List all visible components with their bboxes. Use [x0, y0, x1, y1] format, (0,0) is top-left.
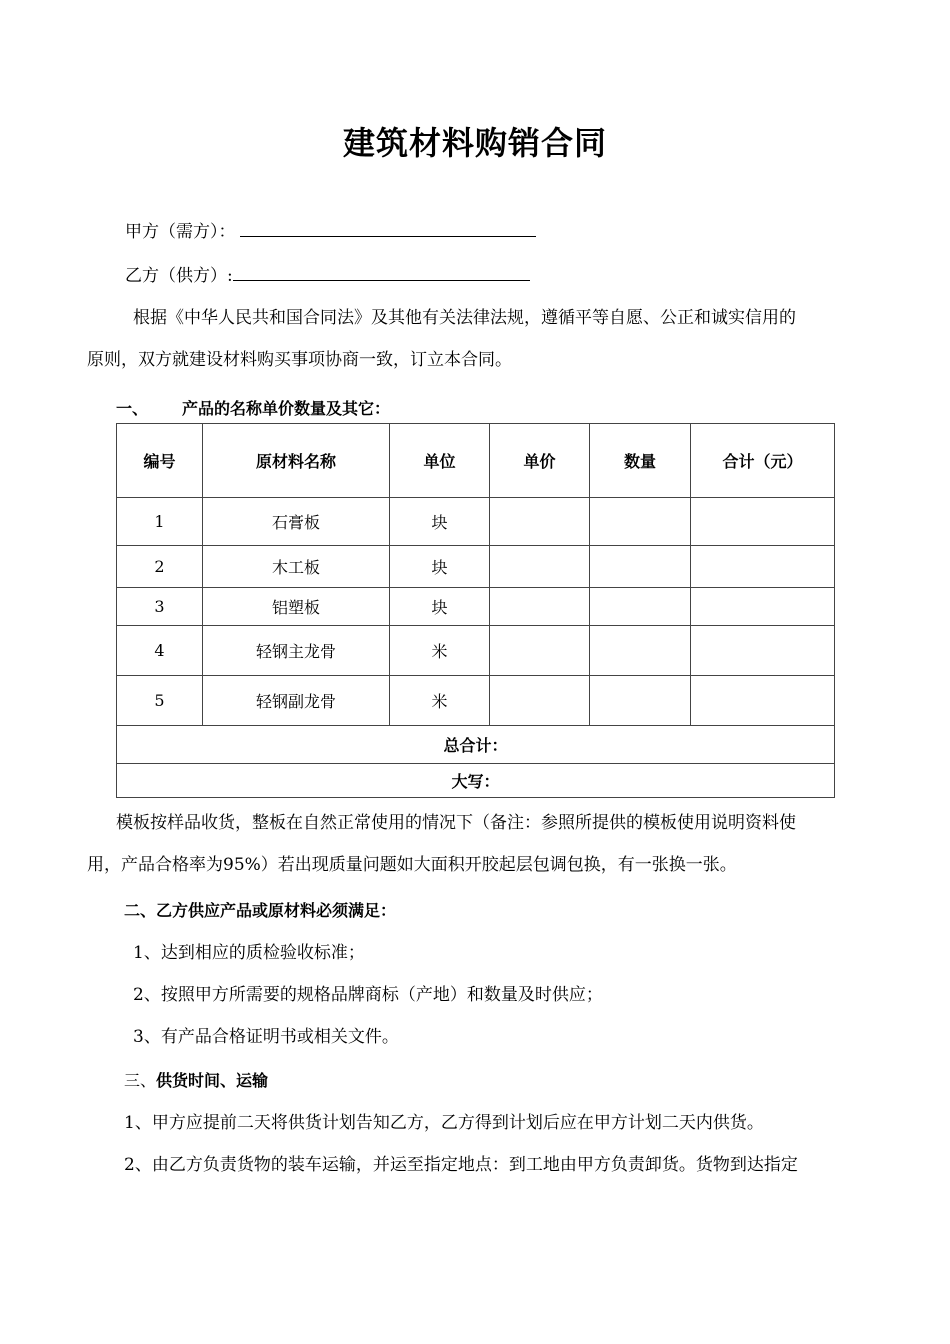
section-2-item-2: 2、按照甲方所需要的规格品牌商标（产地）和数量及时供应；: [133, 985, 603, 1005]
cell-unit: 米: [390, 626, 490, 676]
document-title: 建筑材料购销合同: [342, 124, 607, 162]
cell-number: 5: [117, 676, 203, 726]
header-unit: 单位: [390, 424, 490, 498]
table-row: [117, 546, 835, 588]
table-header-row: [117, 424, 835, 498]
section-2-item-1: 1、达到相应的质检验收标准；: [133, 943, 365, 963]
cell-number: 1: [117, 498, 203, 546]
section-3-heading: [124, 1068, 268, 1091]
intro-line-1: 根据《中华人民共和国合同法》及其他有关法律法规，遵循平等自愿、公正和诚实信用的: [133, 308, 796, 328]
cell-unit-price[interactable]: [490, 498, 590, 546]
cell-material-name: 木工板: [203, 546, 390, 588]
header-material-name: 原材料名称: [203, 424, 390, 498]
section-1-heading: [116, 396, 390, 419]
cell-unit-price[interactable]: [490, 546, 590, 588]
section-2-item-3: 3、有产品合格证明书或相关文件。: [133, 1027, 399, 1047]
uppercase-total-row: [117, 764, 835, 798]
cell-material-name: 轻钢主龙骨: [203, 626, 390, 676]
cell-unit: 块: [390, 498, 490, 546]
cell-quantity[interactable]: [590, 546, 691, 588]
cell-quantity[interactable]: [590, 498, 691, 546]
cell-unit-price[interactable]: [490, 676, 590, 726]
intro-line-2: 原则，双方就建设材料购买事项协商一致，订立本合同。: [87, 350, 512, 370]
uppercase-total-label: 大写：: [117, 764, 835, 798]
header-quantity: 数量: [590, 424, 691, 498]
table-row: [117, 626, 835, 676]
table-row: [117, 588, 835, 626]
cell-quantity[interactable]: [590, 626, 691, 676]
grand-total-row: [117, 726, 835, 764]
cell-unit-price[interactable]: [490, 588, 590, 626]
cell-total[interactable]: [691, 626, 835, 676]
party-a-line: [125, 218, 536, 245]
header-total: 合计（元）: [691, 424, 835, 498]
cell-unit: 块: [390, 546, 490, 588]
party-b-line: [125, 262, 530, 289]
cell-unit: 块: [390, 588, 490, 626]
note-line-2: 用，产品合格率为95%）若出现质量问题如大面积开胶起层包调包换，有一张换一张。: [87, 855, 737, 875]
section-1-title: 产品的名称单价数量及其它：: [182, 399, 391, 418]
section-3-item-2: 2、由乙方负责货物的装车运输，并运至指定地点：到工地由甲方负责卸货。货物到达指定: [124, 1155, 798, 1175]
cell-unit: 米: [390, 676, 490, 726]
grand-total-label: 总合计：: [117, 726, 835, 764]
party-b-label: 乙方（供方）:: [125, 266, 233, 286]
cell-total[interactable]: [691, 676, 835, 726]
section-3-title: 供货时间、运输: [156, 1071, 269, 1090]
cell-quantity[interactable]: [590, 588, 691, 626]
cell-unit-price[interactable]: [490, 626, 590, 676]
table-row: [117, 498, 835, 546]
party-a-field[interactable]: [240, 218, 536, 237]
cell-total[interactable]: [691, 588, 835, 626]
cell-number: 2: [117, 546, 203, 588]
cell-number: 4: [117, 626, 203, 676]
cell-material-name: 铝塑板: [203, 588, 390, 626]
section-2-heading: 二、乙方供应产品或原材料必须满足：: [124, 901, 397, 920]
cell-material-name: 石膏板: [203, 498, 390, 546]
section-3-item-1: 1、甲方应提前二天将供货计划告知乙方，乙方得到计划后应在甲方计划二天内供货。: [124, 1113, 764, 1133]
cell-material-name: 轻钢副龙骨: [203, 676, 390, 726]
section-3-number: 三、: [124, 1071, 157, 1090]
materials-table: [116, 423, 835, 798]
table-row: [117, 676, 835, 726]
party-b-field[interactable]: [233, 262, 530, 281]
header-number: 编号: [117, 424, 203, 498]
cell-quantity[interactable]: [590, 676, 691, 726]
cell-number: 3: [117, 588, 203, 626]
party-a-label: 甲方（需方）：: [125, 222, 236, 242]
header-unit-price: 单价: [490, 424, 590, 498]
section-1-number: 一、: [116, 399, 149, 418]
note-line-1: 模板按样品收货，整板在自然正常使用的情况下（备注：参照所提供的模板使用说明资料使: [116, 813, 796, 833]
cell-total[interactable]: [691, 498, 835, 546]
cell-total[interactable]: [691, 546, 835, 588]
